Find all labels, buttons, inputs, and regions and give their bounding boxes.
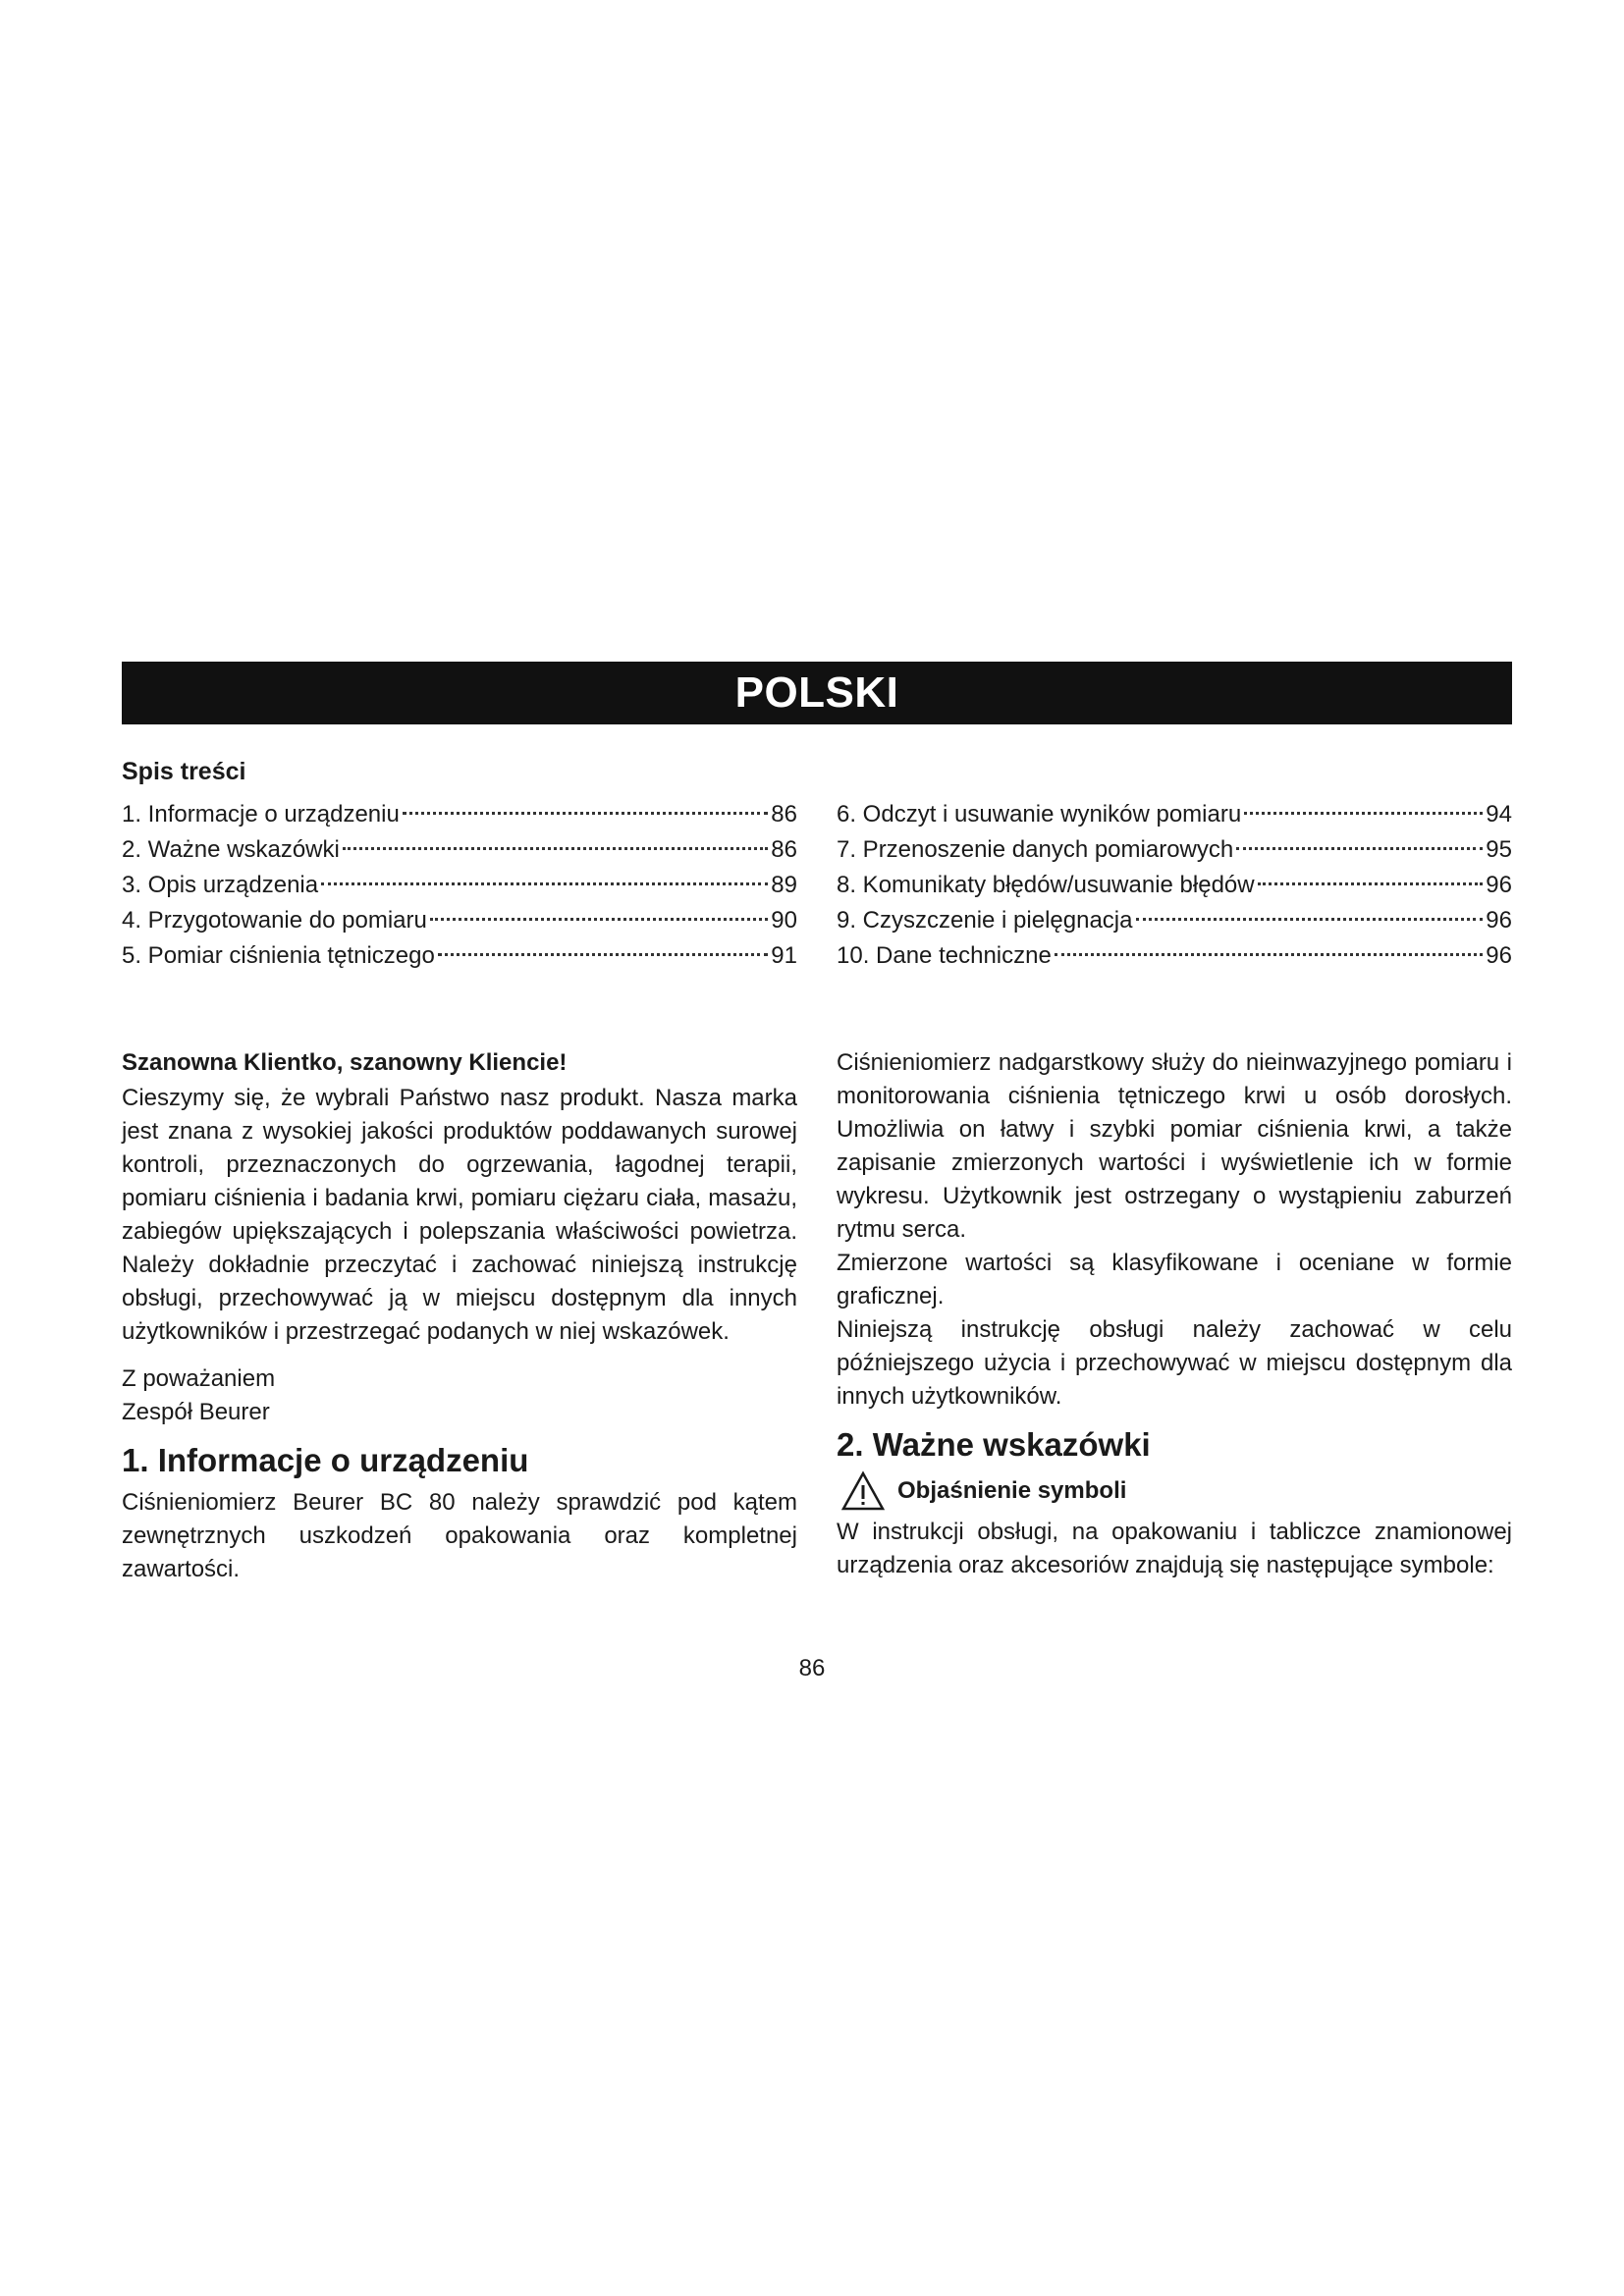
toc-leader-dots (1055, 953, 1483, 956)
toc-entry-page: 95 (1486, 836, 1512, 863)
toc-leader-dots (343, 847, 768, 850)
section-2-text: W instrukcji obsługi, na opakowaniu i tabliczce znamionowej urządzenia oraz akcesoriów znajdują się następujące symbole: (837, 1519, 1512, 1578)
toc-right-column (837, 797, 1512, 974)
toc-leader-dots (430, 918, 768, 921)
toc-entry-label: 3. Opis urządzenia (122, 872, 319, 898)
toc-entry-page: 86 (771, 801, 797, 828)
right-text-column (837, 1046, 1512, 1582)
section-2-title: 2. Ważne wskazówki (837, 1426, 1151, 1463)
toc-leader-dots (1244, 812, 1483, 815)
toc-entry-label: 6. Odczyt i usuwanie wyników pomiaru (837, 801, 1242, 828)
toc-entry[interactable] (122, 938, 797, 974)
toc-entry[interactable] (122, 903, 797, 938)
toc-entry[interactable] (122, 832, 797, 868)
left-text-column (122, 1046, 797, 1586)
warning-triangle-icon (840, 1470, 886, 1512)
toc-entry-label: 9. Czyszczenie i pielęgnacja (837, 907, 1133, 934)
toc-entry[interactable] (837, 938, 1512, 974)
toc-entry-page: 91 (771, 942, 797, 969)
toc-entry-label: 5. Pomiar ciśnienia tętniczego (122, 942, 435, 969)
intro-paragraph-3: Niniejszą instrukcję obsługi należy zachować w celu późniejszego użycia i przechowywać w miejscu dostępnym dla innych użytkowników. (837, 1316, 1512, 1410)
toc-entry-page: 96 (1486, 907, 1512, 934)
toc-entry-label: 10. Dane techniczne (837, 942, 1052, 969)
toc-entry-page: 89 (771, 872, 797, 898)
toc-entry[interactable] (122, 868, 797, 903)
symbols-subheading (837, 1470, 1512, 1512)
page-number: 86 (798, 1655, 826, 1682)
toc-entry[interactable] (122, 797, 797, 832)
greeting-heading: Szanowna Klientko, szanowny Kliencie! (122, 1049, 568, 1076)
toc-entry-label: 1. Informacje o urządzeniu (122, 801, 400, 828)
toc-entry-label: 2. Ważne wskazówki (122, 836, 340, 863)
section-1-title: 1. Informacje o urządzeniu (122, 1442, 529, 1478)
toc-entry[interactable] (837, 832, 1512, 868)
toc-entry-page: 86 (771, 836, 797, 863)
section-1-text: Ciśnieniomierz Beurer BC 80 należy sprawdzić pod kątem zewnętrznych uszkodzeń opakowania oraz kompletnej zawartości. (122, 1489, 797, 1582)
language-banner (122, 662, 1512, 724)
intro-paragraph-1: Ciśnieniomierz nadgarstkowy służy do nieinwazyjnego pomiaru i monitorowania ciśnienia tętniczego krwi u osób dorosłych. Umożliwia on łatwy i szybki pomiar ciśnienia krwi, a także zapisanie zmierzonych wartości i wyświetlenie ich w formie wykresu. Użytkownik jest ostrzegany o wystąpieniu zaburzeń rytmu serca. (837, 1049, 1512, 1243)
toc-leader-dots (1236, 847, 1483, 850)
toc-entry-page: 90 (771, 907, 797, 934)
signature-line: Zespół Beurer (122, 1399, 270, 1425)
toc-entry-page: 96 (1486, 872, 1512, 898)
toc-leader-dots (1136, 918, 1484, 921)
toc-entry-label: 8. Komunikaty błędów/usuwanie błędów (837, 872, 1255, 898)
toc-leader-dots (321, 882, 768, 885)
toc-entry[interactable] (837, 868, 1512, 903)
toc-entry-label: 7. Przenoszenie danych pomiarowych (837, 836, 1234, 863)
greeting-paragraph: Cieszymy się, że wybrali Państwo nasz produkt. Nasza marka jest znana z wysokiej jakości produktów poddawanych surowej kontroli, przeznaczonych do ogrzewania, łagodnej terapii, pomiaru ciśnienia i badania krwi, pomiaru ciężaru ciała, masażu, zabiegów upiększających i polepszania właściwości powietrza. Należy dokładnie przeczytać i zachować niniejszą instrukcję obsługi, przechowywać ją w miejscu dostępnym dla innych użytkowników i przestrzegać podanych w niej wskazówek. (122, 1085, 797, 1345)
toc-leader-dots (438, 953, 768, 956)
symbols-heading-label: Objaśnienie symboli (897, 1477, 1127, 1504)
toc-entry-page: 94 (1486, 801, 1512, 828)
closing-line: Z poważaniem (122, 1365, 276, 1392)
spacer (122, 1349, 797, 1362)
intro-paragraph-2: Zmierzone wartości są klasyfikowane i oceniane w formie graficznej. (837, 1250, 1512, 1309)
toc-entry-label: 4. Przygotowanie do pomiaru (122, 907, 427, 934)
toc-heading: Spis treści (122, 758, 246, 785)
toc-entry-page: 96 (1486, 942, 1512, 969)
toc-left-column (122, 797, 797, 974)
toc-entry[interactable] (837, 797, 1512, 832)
toc-leader-dots (403, 812, 768, 815)
toc-leader-dots (1258, 882, 1484, 885)
language-title: POLSKI (734, 668, 899, 717)
toc-entry[interactable] (837, 903, 1512, 938)
